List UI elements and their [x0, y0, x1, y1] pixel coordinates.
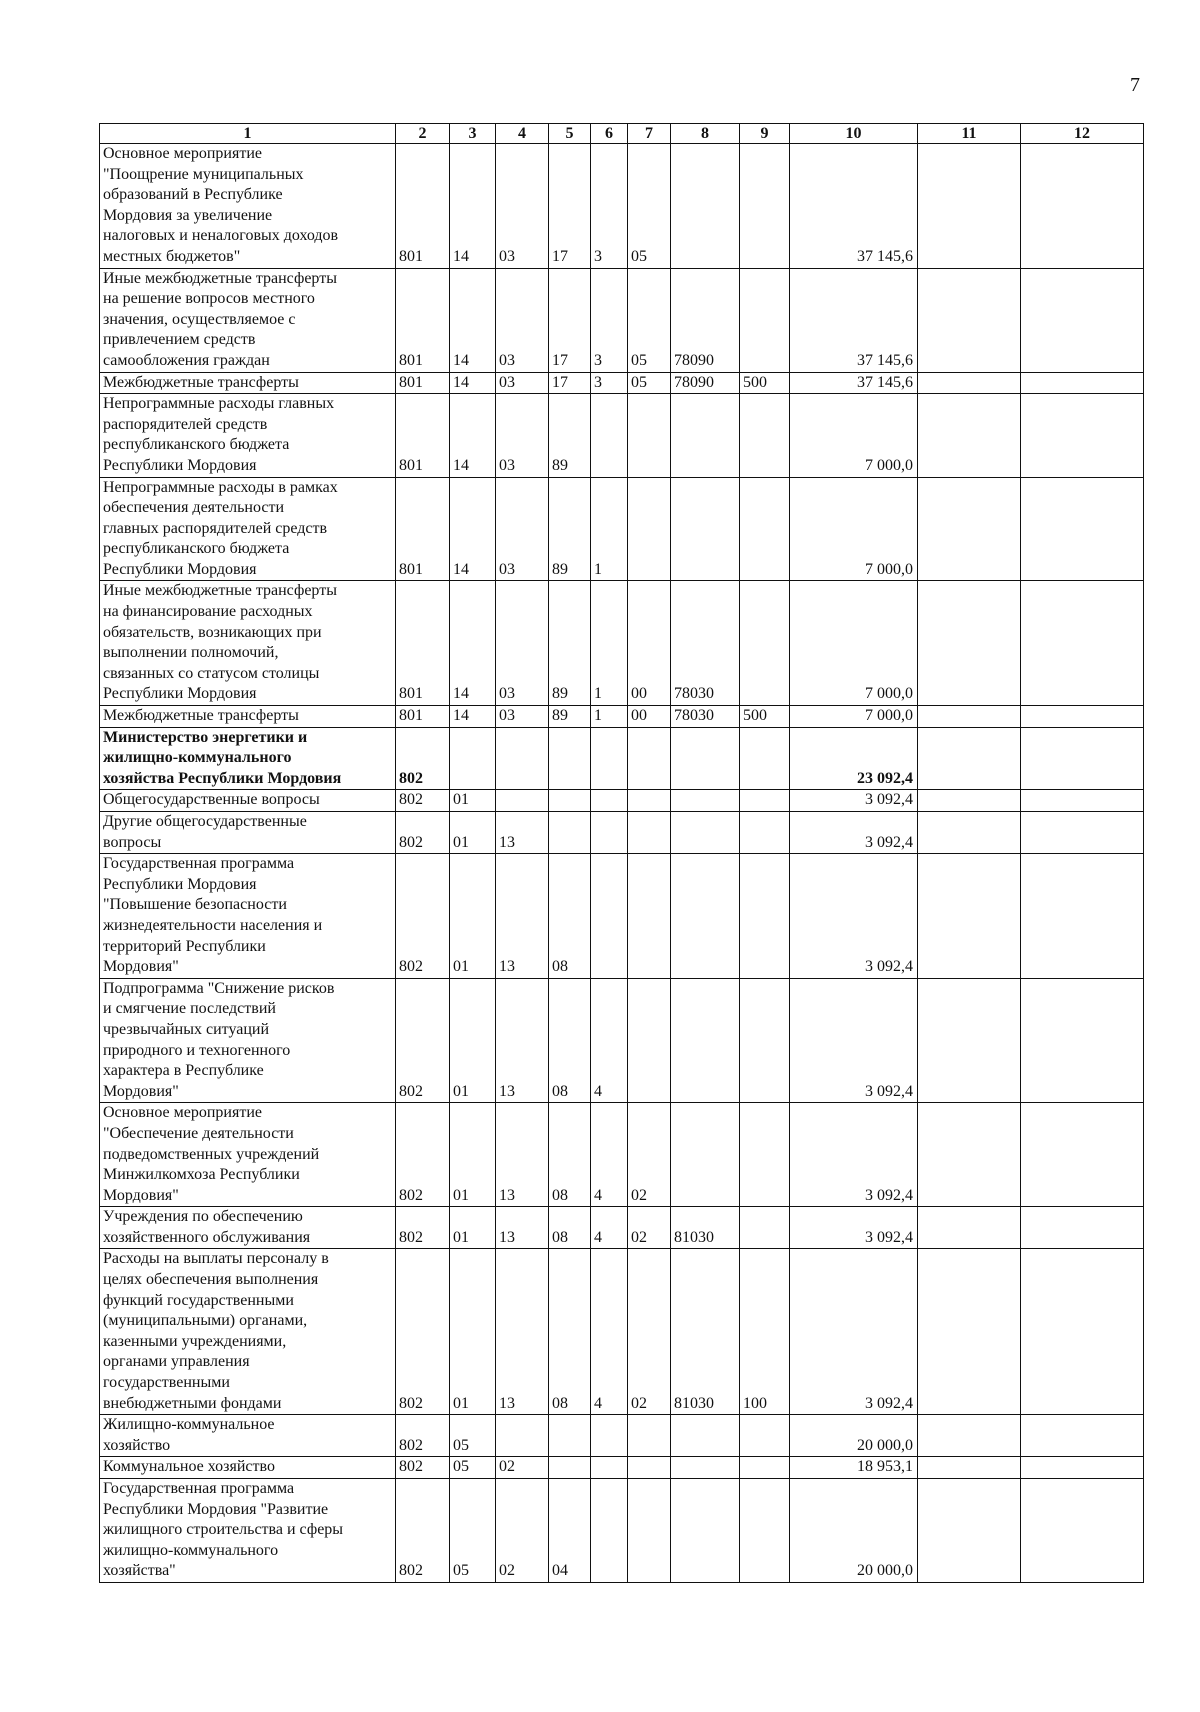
cell-event [628, 854, 671, 979]
row-name: Иные межбюджетные трансферты на решение вопросов местного значения, осуществляемое с привлечением средств самообложения граждан [100, 268, 396, 372]
cell-program [549, 1457, 591, 1479]
table-header-row [100, 124, 1144, 144]
cell-section: 05 [450, 1415, 496, 1457]
cell-section: 01 [450, 1249, 496, 1415]
table-row [100, 706, 1144, 728]
cell-subsection: 02 [496, 1479, 549, 1583]
cell-expense-type: 100 [740, 1249, 790, 1415]
cell-event: 05 [628, 144, 671, 269]
cell-subsection [496, 727, 549, 790]
row-name: Основное мероприятие "Поощрение муниципальных образований в Республике Мордовия за увеличение налоговых и неналоговых доходов местных бюджетов" [100, 144, 396, 269]
cell-subprogram: 1 [591, 706, 628, 728]
row-name: Государственная программа Республики Мордовия "Развитие жилищного строительства и сферы жилищно-коммунального хозяйства" [100, 1479, 396, 1583]
column-header: 6 [591, 124, 628, 144]
cell-grbs: 801 [396, 144, 450, 269]
cell-subsection: 03 [496, 268, 549, 372]
cell-program [549, 790, 591, 812]
cell-col12 [1021, 978, 1144, 1103]
cell-col12 [1021, 1207, 1144, 1249]
cell-col11 [918, 706, 1021, 728]
table-row [100, 394, 1144, 477]
cell-col12 [1021, 268, 1144, 372]
cell-section: 14 [450, 477, 496, 581]
table-row [100, 727, 1144, 790]
table-row [100, 978, 1144, 1103]
table-row [100, 1103, 1144, 1207]
cell-subprogram [591, 1479, 628, 1583]
cell-col11 [918, 581, 1021, 706]
row-name: Непрограммные расходы в рамках обеспечения деятельности главных распорядителей средств республиканского бюджета Республики Мордовия [100, 477, 396, 581]
cell-grbs: 801 [396, 372, 450, 394]
cell-col12 [1021, 477, 1144, 581]
column-header: 8 [671, 124, 740, 144]
cell-amount: 3 092,4 [790, 1249, 918, 1415]
cell-col12 [1021, 1103, 1144, 1207]
cell-col11 [918, 394, 1021, 477]
cell-subprogram: 4 [591, 1207, 628, 1249]
cell-amount: 7 000,0 [790, 394, 918, 477]
cell-program: 08 [549, 978, 591, 1103]
row-name: Учреждения по обеспечению хозяйственного обслуживания [100, 1207, 396, 1249]
cell-direction [671, 812, 740, 854]
cell-subprogram [591, 1415, 628, 1457]
cell-event [628, 727, 671, 790]
table-row [100, 144, 1144, 269]
cell-direction [671, 727, 740, 790]
cell-event [628, 1415, 671, 1457]
cell-direction [671, 854, 740, 979]
cell-expense-type [740, 978, 790, 1103]
cell-direction: 78030 [671, 706, 740, 728]
cell-subprogram: 3 [591, 144, 628, 269]
cell-subprogram: 3 [591, 268, 628, 372]
cell-grbs: 802 [396, 790, 450, 812]
cell-subprogram [591, 394, 628, 477]
cell-direction: 78090 [671, 268, 740, 372]
cell-grbs: 802 [396, 727, 450, 790]
cell-expense-type [740, 581, 790, 706]
cell-program: 08 [549, 1207, 591, 1249]
cell-program [549, 727, 591, 790]
cell-event: 02 [628, 1249, 671, 1415]
cell-program: 08 [549, 854, 591, 979]
cell-section: 14 [450, 372, 496, 394]
table-row [100, 790, 1144, 812]
table-row [100, 581, 1144, 706]
cell-grbs: 801 [396, 581, 450, 706]
cell-section: 14 [450, 394, 496, 477]
cell-col11 [918, 1479, 1021, 1583]
row-name: Другие общегосударственные вопросы [100, 812, 396, 854]
cell-grbs: 802 [396, 1103, 450, 1207]
cell-program: 08 [549, 1103, 591, 1207]
cell-amount: 18 953,1 [790, 1457, 918, 1479]
cell-subsection [496, 1415, 549, 1457]
column-header: 2 [396, 124, 450, 144]
cell-subprogram: 4 [591, 1103, 628, 1207]
cell-subprogram: 4 [591, 978, 628, 1103]
cell-col12 [1021, 1457, 1144, 1479]
cell-subprogram [591, 812, 628, 854]
row-name: Государственная программа Республики Мордовия "Повышение безопасности жизнедеятельности населения и территорий Республики Мордовия" [100, 854, 396, 979]
budget-table [99, 123, 1144, 1583]
cell-expense-type [740, 1479, 790, 1583]
cell-subprogram: 3 [591, 372, 628, 394]
cell-col11 [918, 144, 1021, 269]
cell-col11 [918, 727, 1021, 790]
column-header: 7 [628, 124, 671, 144]
cell-direction: 78030 [671, 581, 740, 706]
column-header: 1 [100, 124, 396, 144]
cell-subprogram: 4 [591, 1249, 628, 1415]
cell-grbs: 802 [396, 1207, 450, 1249]
table-row [100, 1249, 1144, 1415]
cell-event: 02 [628, 1103, 671, 1207]
table-row [100, 372, 1144, 394]
cell-grbs: 802 [396, 854, 450, 979]
row-name: Министерство энергетики и жилищно-коммунального хозяйства Республики Мордовия [100, 727, 396, 790]
cell-grbs: 801 [396, 394, 450, 477]
cell-col11 [918, 978, 1021, 1103]
cell-expense-type [740, 727, 790, 790]
cell-col11 [918, 372, 1021, 394]
cell-subsection: 03 [496, 372, 549, 394]
cell-direction [671, 790, 740, 812]
cell-col12 [1021, 1479, 1144, 1583]
cell-col11 [918, 1457, 1021, 1479]
cell-section: 01 [450, 812, 496, 854]
cell-subsection: 03 [496, 144, 549, 269]
cell-grbs: 801 [396, 706, 450, 728]
table-row [100, 477, 1144, 581]
cell-expense-type [740, 1103, 790, 1207]
cell-amount: 3 092,4 [790, 978, 918, 1103]
cell-program: 08 [549, 1249, 591, 1415]
cell-col11 [918, 268, 1021, 372]
cell-subsection: 13 [496, 1207, 549, 1249]
row-name: Межбюджетные трансферты [100, 372, 396, 394]
row-name: Общегосударственные вопросы [100, 790, 396, 812]
cell-section [450, 727, 496, 790]
row-name: Жилищно-коммунальное хозяйство [100, 1415, 396, 1457]
cell-section: 05 [450, 1457, 496, 1479]
cell-col11 [918, 477, 1021, 581]
cell-event [628, 1479, 671, 1583]
cell-amount: 37 145,6 [790, 144, 918, 269]
cell-program: 17 [549, 144, 591, 269]
cell-program: 89 [549, 706, 591, 728]
cell-col12 [1021, 372, 1144, 394]
cell-col11 [918, 854, 1021, 979]
cell-amount: 3 092,4 [790, 854, 918, 979]
cell-amount: 7 000,0 [790, 706, 918, 728]
cell-event: 00 [628, 581, 671, 706]
row-name: Непрограммные расходы главных распорядителей средств республиканского бюджета Республики Мордовия [100, 394, 396, 477]
cell-amount: 3 092,4 [790, 1207, 918, 1249]
table-row [100, 1457, 1144, 1479]
cell-program: 17 [549, 372, 591, 394]
cell-grbs: 802 [396, 1457, 450, 1479]
cell-direction [671, 1103, 740, 1207]
cell-subsection: 13 [496, 978, 549, 1103]
cell-subsection: 13 [496, 1249, 549, 1415]
cell-expense-type [740, 1207, 790, 1249]
cell-direction: 81030 [671, 1207, 740, 1249]
cell-section: 14 [450, 581, 496, 706]
cell-event: 02 [628, 1207, 671, 1249]
cell-col12 [1021, 144, 1144, 269]
cell-event [628, 812, 671, 854]
cell-direction [671, 1415, 740, 1457]
cell-expense-type [740, 790, 790, 812]
cell-col12 [1021, 1249, 1144, 1415]
cell-program: 17 [549, 268, 591, 372]
table-row [100, 1207, 1144, 1249]
cell-direction [671, 1479, 740, 1583]
cell-subsection [496, 790, 549, 812]
column-header: 10 [790, 124, 918, 144]
cell-subprogram: 1 [591, 581, 628, 706]
cell-program: 89 [549, 394, 591, 477]
table-row [100, 812, 1144, 854]
cell-col11 [918, 790, 1021, 812]
cell-event [628, 790, 671, 812]
row-name: Расходы на выплаты персоналу в целях обеспечения выполнения функций государственными (муниципальными) органами, казенными учреждениями, органами управления государственными внебюджетными фондами [100, 1249, 396, 1415]
cell-program: 04 [549, 1479, 591, 1583]
cell-event: 00 [628, 706, 671, 728]
cell-subsection: 03 [496, 581, 549, 706]
cell-subprogram [591, 854, 628, 979]
cell-subprogram: 1 [591, 477, 628, 581]
cell-section: 01 [450, 978, 496, 1103]
cell-col12 [1021, 727, 1144, 790]
cell-direction: 78090 [671, 372, 740, 394]
cell-expense-type [740, 268, 790, 372]
cell-event [628, 477, 671, 581]
cell-program: 89 [549, 581, 591, 706]
cell-program: 89 [549, 477, 591, 581]
page-number: 7 [1130, 74, 1140, 96]
cell-subsection: 03 [496, 706, 549, 728]
column-header: 4 [496, 124, 549, 144]
cell-program [549, 812, 591, 854]
cell-col11 [918, 1415, 1021, 1457]
table-row [100, 854, 1144, 979]
cell-grbs: 802 [396, 1249, 450, 1415]
cell-amount: 37 145,6 [790, 372, 918, 394]
column-header: 3 [450, 124, 496, 144]
cell-subsection: 03 [496, 394, 549, 477]
cell-subsection: 13 [496, 1103, 549, 1207]
cell-col12 [1021, 812, 1144, 854]
row-name: Подпрограмма "Снижение рисков и смягчение последствий чрезвычайных ситуаций природного и техногенного характера в Республике Мордовия" [100, 978, 396, 1103]
cell-section: 01 [450, 854, 496, 979]
cell-grbs: 802 [396, 1415, 450, 1457]
cell-expense-type [740, 394, 790, 477]
cell-section: 05 [450, 1479, 496, 1583]
cell-subsection: 13 [496, 812, 549, 854]
cell-col12 [1021, 854, 1144, 979]
cell-grbs: 802 [396, 812, 450, 854]
cell-section: 01 [450, 1103, 496, 1207]
cell-grbs: 801 [396, 477, 450, 581]
cell-col11 [918, 1249, 1021, 1415]
column-header: 11 [918, 124, 1021, 144]
cell-subprogram [591, 790, 628, 812]
cell-subprogram [591, 727, 628, 790]
cell-direction [671, 1457, 740, 1479]
cell-event [628, 1457, 671, 1479]
cell-event [628, 394, 671, 477]
cell-subsection: 02 [496, 1457, 549, 1479]
cell-subprogram [591, 1457, 628, 1479]
cell-col11 [918, 1103, 1021, 1207]
table-row [100, 1415, 1144, 1457]
cell-expense-type [740, 854, 790, 979]
cell-amount: 37 145,6 [790, 268, 918, 372]
column-header: 9 [740, 124, 790, 144]
cell-amount: 20 000,0 [790, 1479, 918, 1583]
cell-expense-type [740, 1415, 790, 1457]
cell-event: 05 [628, 268, 671, 372]
cell-event [628, 978, 671, 1103]
cell-col12 [1021, 790, 1144, 812]
cell-expense-type [740, 144, 790, 269]
cell-col12 [1021, 394, 1144, 477]
column-header: 5 [549, 124, 591, 144]
table-row [100, 1479, 1144, 1583]
cell-direction [671, 978, 740, 1103]
cell-subsection: 13 [496, 854, 549, 979]
row-name: Коммунальное хозяйство [100, 1457, 396, 1479]
cell-section: 14 [450, 144, 496, 269]
row-name: Иные межбюджетные трансферты на финансирование расходных обязательств, возникающих при выполнении полномочий, связанных со статусом столицы Республики Мордовия [100, 581, 396, 706]
table-body [100, 144, 1144, 1583]
cell-expense-type [740, 1457, 790, 1479]
cell-expense-type: 500 [740, 706, 790, 728]
cell-expense-type [740, 812, 790, 854]
table-row [100, 268, 1144, 372]
cell-expense-type [740, 477, 790, 581]
cell-direction [671, 477, 740, 581]
row-name: Межбюджетные трансферты [100, 706, 396, 728]
cell-grbs: 802 [396, 1479, 450, 1583]
cell-direction [671, 144, 740, 269]
cell-section: 01 [450, 1207, 496, 1249]
row-name: Основное мероприятие "Обеспечение деятельности подведомственных учреждений Минжилкомхоза Республики Мордовия" [100, 1103, 396, 1207]
cell-col11 [918, 812, 1021, 854]
cell-grbs: 801 [396, 268, 450, 372]
cell-amount: 3 092,4 [790, 790, 918, 812]
cell-direction [671, 394, 740, 477]
cell-subsection: 03 [496, 477, 549, 581]
cell-amount: 3 092,4 [790, 1103, 918, 1207]
cell-amount: 23 092,4 [790, 727, 918, 790]
cell-program [549, 1415, 591, 1457]
cell-direction: 81030 [671, 1249, 740, 1415]
cell-section: 01 [450, 790, 496, 812]
cell-event: 05 [628, 372, 671, 394]
cell-col12 [1021, 706, 1144, 728]
cell-col12 [1021, 1415, 1144, 1457]
cell-amount: 20 000,0 [790, 1415, 918, 1457]
cell-amount: 7 000,0 [790, 477, 918, 581]
cell-col12 [1021, 581, 1144, 706]
cell-section: 14 [450, 268, 496, 372]
cell-expense-type: 500 [740, 372, 790, 394]
cell-amount: 7 000,0 [790, 581, 918, 706]
cell-grbs: 802 [396, 978, 450, 1103]
column-header: 12 [1021, 124, 1144, 144]
cell-col11 [918, 1207, 1021, 1249]
cell-amount: 3 092,4 [790, 812, 918, 854]
cell-section: 14 [450, 706, 496, 728]
